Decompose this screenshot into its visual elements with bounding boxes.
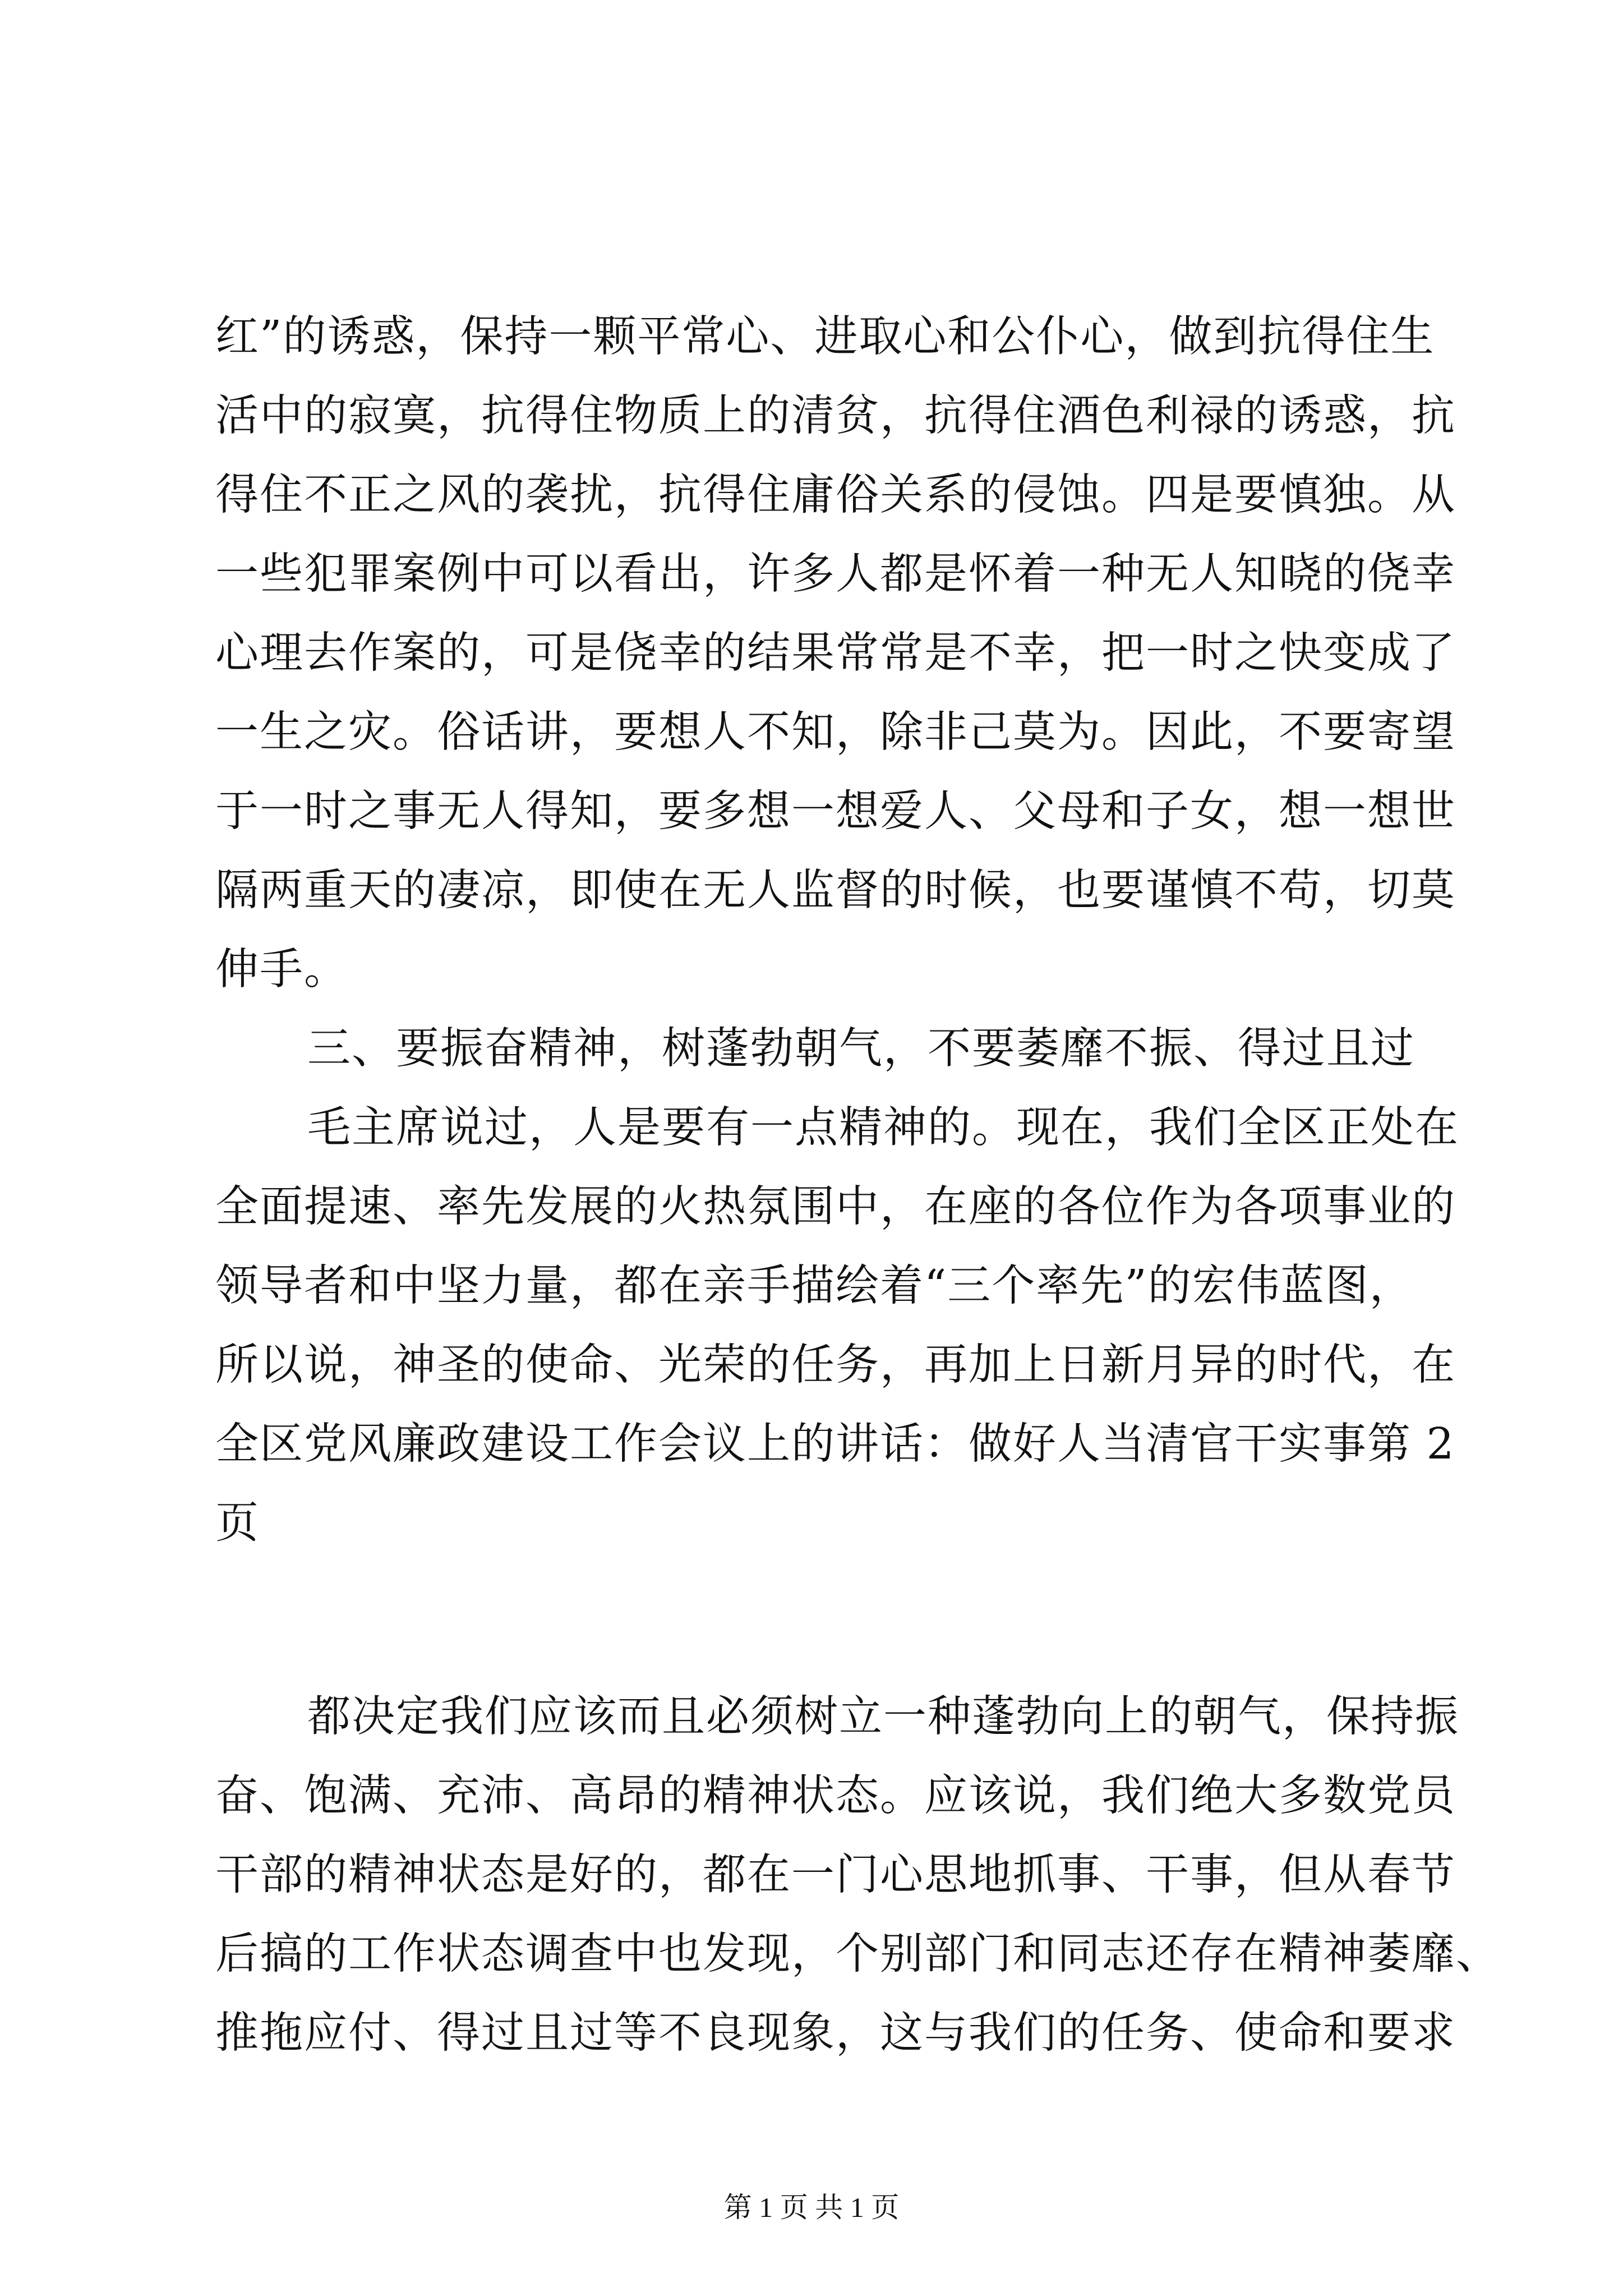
paragraph	[215, 1677, 1500, 2073]
text-line: 奋、饱满、充沛、高昂的精神状态。应该说，我们绝大多数党员	[215, 1771, 1456, 1821]
text-line: 推拖应付、得过且过等不良现象，这与我们的任务、使命和要求	[215, 2008, 1456, 2058]
text-line: 全区党风廉政建设工作会议上的讲话：做好人当清官干实事第 2	[215, 1419, 1455, 1469]
paragraph-continuation	[215, 297, 1456, 1009]
body-text-upper	[215, 297, 1459, 1563]
text-line: 毛主席说过，人是要有一点精神的。现在，我们全区正处在	[307, 1103, 1459, 1153]
text-line: 活中的寂寞，抗得住物质上的清贫，抗得住酒色利禄的诱惑，抗	[215, 391, 1456, 441]
text-line: 一生之灾。俗话讲，要想人不知，除非己莫为。因此，不要寄望	[215, 707, 1456, 757]
text-line: 于一时之事无人得知，要多想一想爱人、父母和子女，想一想世	[215, 786, 1456, 836]
text-line: 一些犯罪案例中可以看出，许多人都是怀着一种无人知晓的侥幸	[215, 549, 1456, 599]
text-line: 所以说，神圣的使命、光荣的任务，再加上日新月异的时代，在	[215, 1340, 1456, 1390]
text-line: 心理去作案的，可是侥幸的结果常常是不幸，把一时之快变成了	[215, 628, 1456, 678]
text-line: 得住不正之风的袭扰，抗得住庸俗关系的侵蚀。四是要慎独。从	[215, 470, 1456, 520]
text-line: 全面提速、率先发展的火热氛围中，在座的各位作为各项事业的	[215, 1182, 1456, 1232]
text-line: 页	[215, 1498, 260, 1548]
text-line: 领导者和中坚力量，都在亲手描绘着“三个率先”的宏伟蓝图，	[215, 1261, 1414, 1311]
body-text-lower	[215, 1677, 1500, 2073]
text-line: 伸手。	[215, 945, 348, 995]
text-line: 都决定我们应该而且必须树立一种蓬勃向上的朝气，保持振	[307, 1692, 1459, 1742]
page-footer: 第 1 页 共 1 页	[723, 2192, 900, 2223]
section-heading	[215, 1009, 1421, 1088]
text-line: 隔两重天的凄凉，即使在无人监督的时候，也要谨慎不苟，切莫	[215, 866, 1456, 915]
section-heading-text: 三、要振奋精神，树蓬勃朝气，不要萎靡不振、得过且过	[307, 1024, 1415, 1074]
text-line: 后搞的工作状态调查中也发现，个别部门和同志还存在精神萎靡、	[215, 1929, 1500, 1979]
text-line: 干部的精神状态是好的，都在一门心思地抓事、干事，但从春节	[215, 1850, 1456, 1900]
paragraph	[215, 1088, 1459, 1563]
text-line: 红”的诱惑，保持一颗平常心、进取心和公仆心，做到抗得住生	[215, 312, 1435, 362]
